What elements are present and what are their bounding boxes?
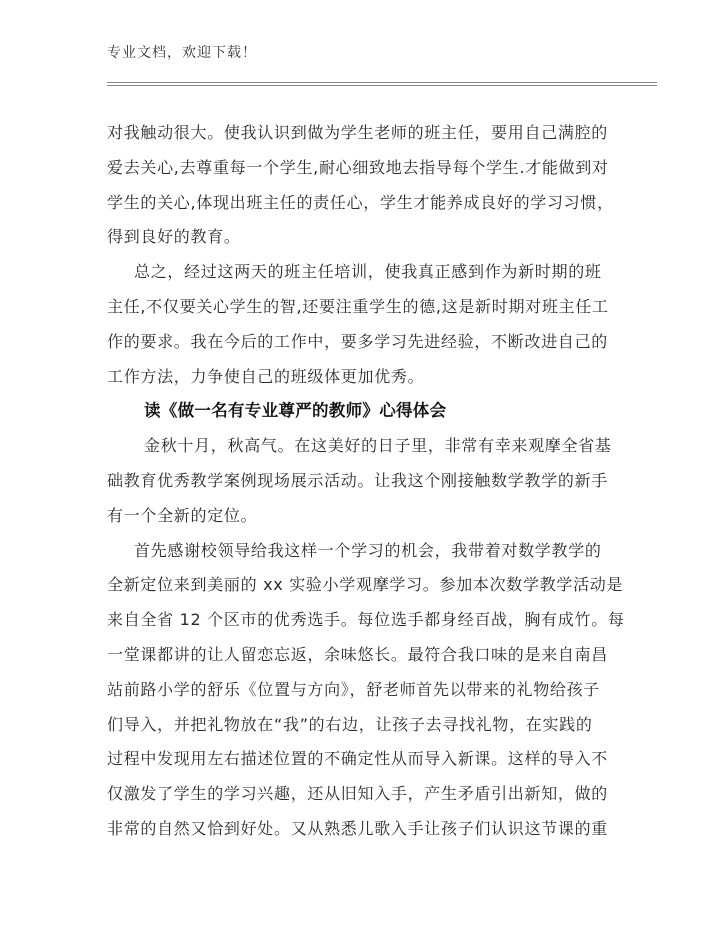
paragraph-line: 爱去关心,去尊重每一个学生,耐心细致地去指导每个学生.才能做到对 [107,157,609,177]
paragraph-line: 们导入，并把礼物放在“我”的右边，让孩子去寻找礼物，在实践的 [107,714,593,734]
paragraph-line: 首先感谢校领导给我这样一个学习的机会，我带着对数学教学的 [134,540,602,560]
paragraph-line: 来自全省 12 个区市的优秀选手。每位选手都身经百战，胸有成竹。每 [107,610,625,630]
paragraph-line: 学生的关心,体现出班主任的责任心，学生才能养成良好的学习习惯， [107,192,614,212]
paragraph-line: 主任,不仅要关心学生的智,还要注重学生的德,这是新时期对班主任工 [107,296,609,316]
paragraph-line: 仅激发了学生的学习兴趣，还从旧知入手，产生矛盾引出新知，做的 [107,784,609,804]
paragraph-line: 全新定位来到美丽的 xx 实验小学观摩学习。参加本次数学教学活动是 [107,575,624,595]
section-title: 读《做一名有专业尊严的教师》心得体会 [144,401,447,421]
paragraph-line: 非常的自然又恰到好处。又从熟悉儿歌入手让孩子们认识这节课的重 [107,818,609,838]
paragraph-line: 过程中发现用左右描述位置的不确定性从而导入新课。这样的导入不 [107,749,609,769]
paragraph-line: 作的要求。我在今后的工作中，要多学习先进经验，不断改进自己的 [107,331,609,351]
paragraph-line: 站前路小学的舒乐《位置与方向》，舒老师首先以带来的礼物给孩子 [107,679,601,699]
paragraph-line: 金秋十月，秋高气。在这美好的日子里，非常有幸来观摩全省基 [144,436,612,456]
paragraph-line: 础教育优秀教学案例现场展示活动。让我这个刚接触数学教学的新手 [107,470,609,490]
paragraph-line: 得到良好的教育。 [107,227,241,247]
paragraph-line: 对我触动很大。使我认识到做为学生老师的班主任，要用自己满腔的 [107,123,609,142]
paragraph-line: 一堂课都讲的让人留恋忘返，余味悠长。最符合我口味的是来自南昌 [107,644,609,664]
page-header-text: 专业文档，欢迎下载！ [107,45,257,61]
document-body [107,116,667,847]
header-divider [107,82,657,86]
paragraph-line: 有一个全新的定位。 [107,505,258,525]
paragraph-line: 总之，经过这两天的班主任培训，使我真正感到作为新时期的班 [134,262,602,282]
paragraph-line: 工作方法，力争使自己的班级体更加优秀。 [107,366,425,386]
